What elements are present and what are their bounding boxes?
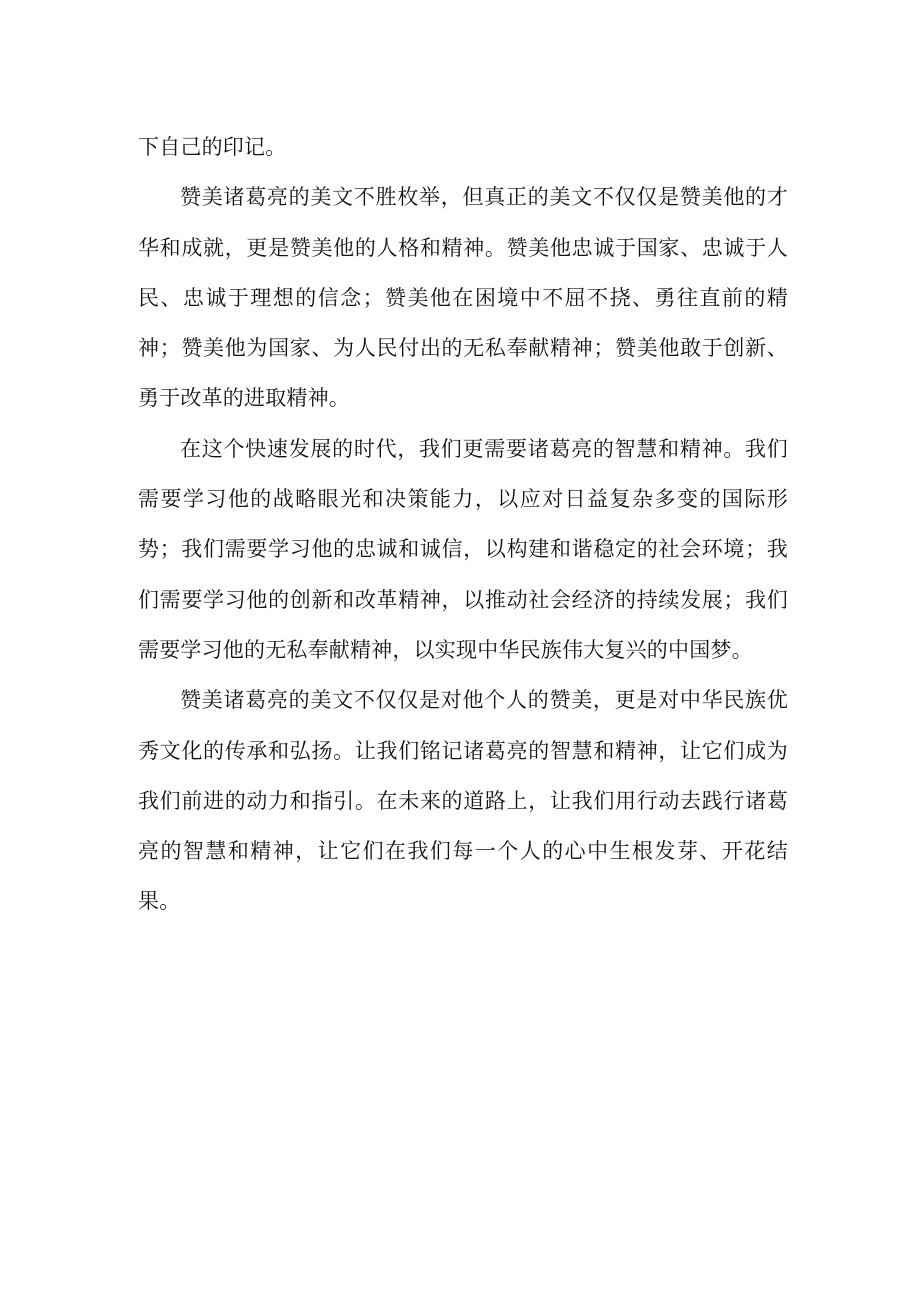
body-text bbox=[138, 122, 788, 927]
paragraph-continuation: 下自己的印记。 bbox=[138, 135, 287, 159]
paragraph-conclusion: 赞美诸葛亮的美文不仅仅是对他个人的赞美，更是对中华民族优秀文化的传承和弘扬。让我们铭记诸葛亮的智慧和精神，让它们成为我们前进的动力和指引。在未来的道路上，让我们用行动去践行诸葛亮的智慧和精神，让它们在我们每一个人的心中生根发芽、开花结果。 bbox=[138, 688, 788, 914]
paragraph-praise: 赞美诸葛亮的美文不胜枚举，但真正的美文不仅仅是赞美他的才华和成就，更是赞美他的人格和精神。赞美他忠诚于国家、忠诚于人民、忠诚于理想的信念；赞美他在困境中不屈不挠、勇往直前的精神；赞美他为国家、为人民付出的无私奉献精神；赞美他敢于创新、勇于改革的进取精神。 bbox=[138, 185, 788, 411]
paragraph-modern-era: 在这个快速发展的时代，我们更需要诸葛亮的智慧和精神。我们需要学习他的战略眼光和决策能力，以应对日益复杂多变的国际形势；我们需要学习他的忠诚和诚信，以构建和谐稳定的社会环境；我们需要学习他的创新和改革精神，以推动社会经济的持续发展；我们需要学习他的无私奉献精神，以实现中华民族伟大复兴的中国梦。 bbox=[138, 436, 788, 662]
